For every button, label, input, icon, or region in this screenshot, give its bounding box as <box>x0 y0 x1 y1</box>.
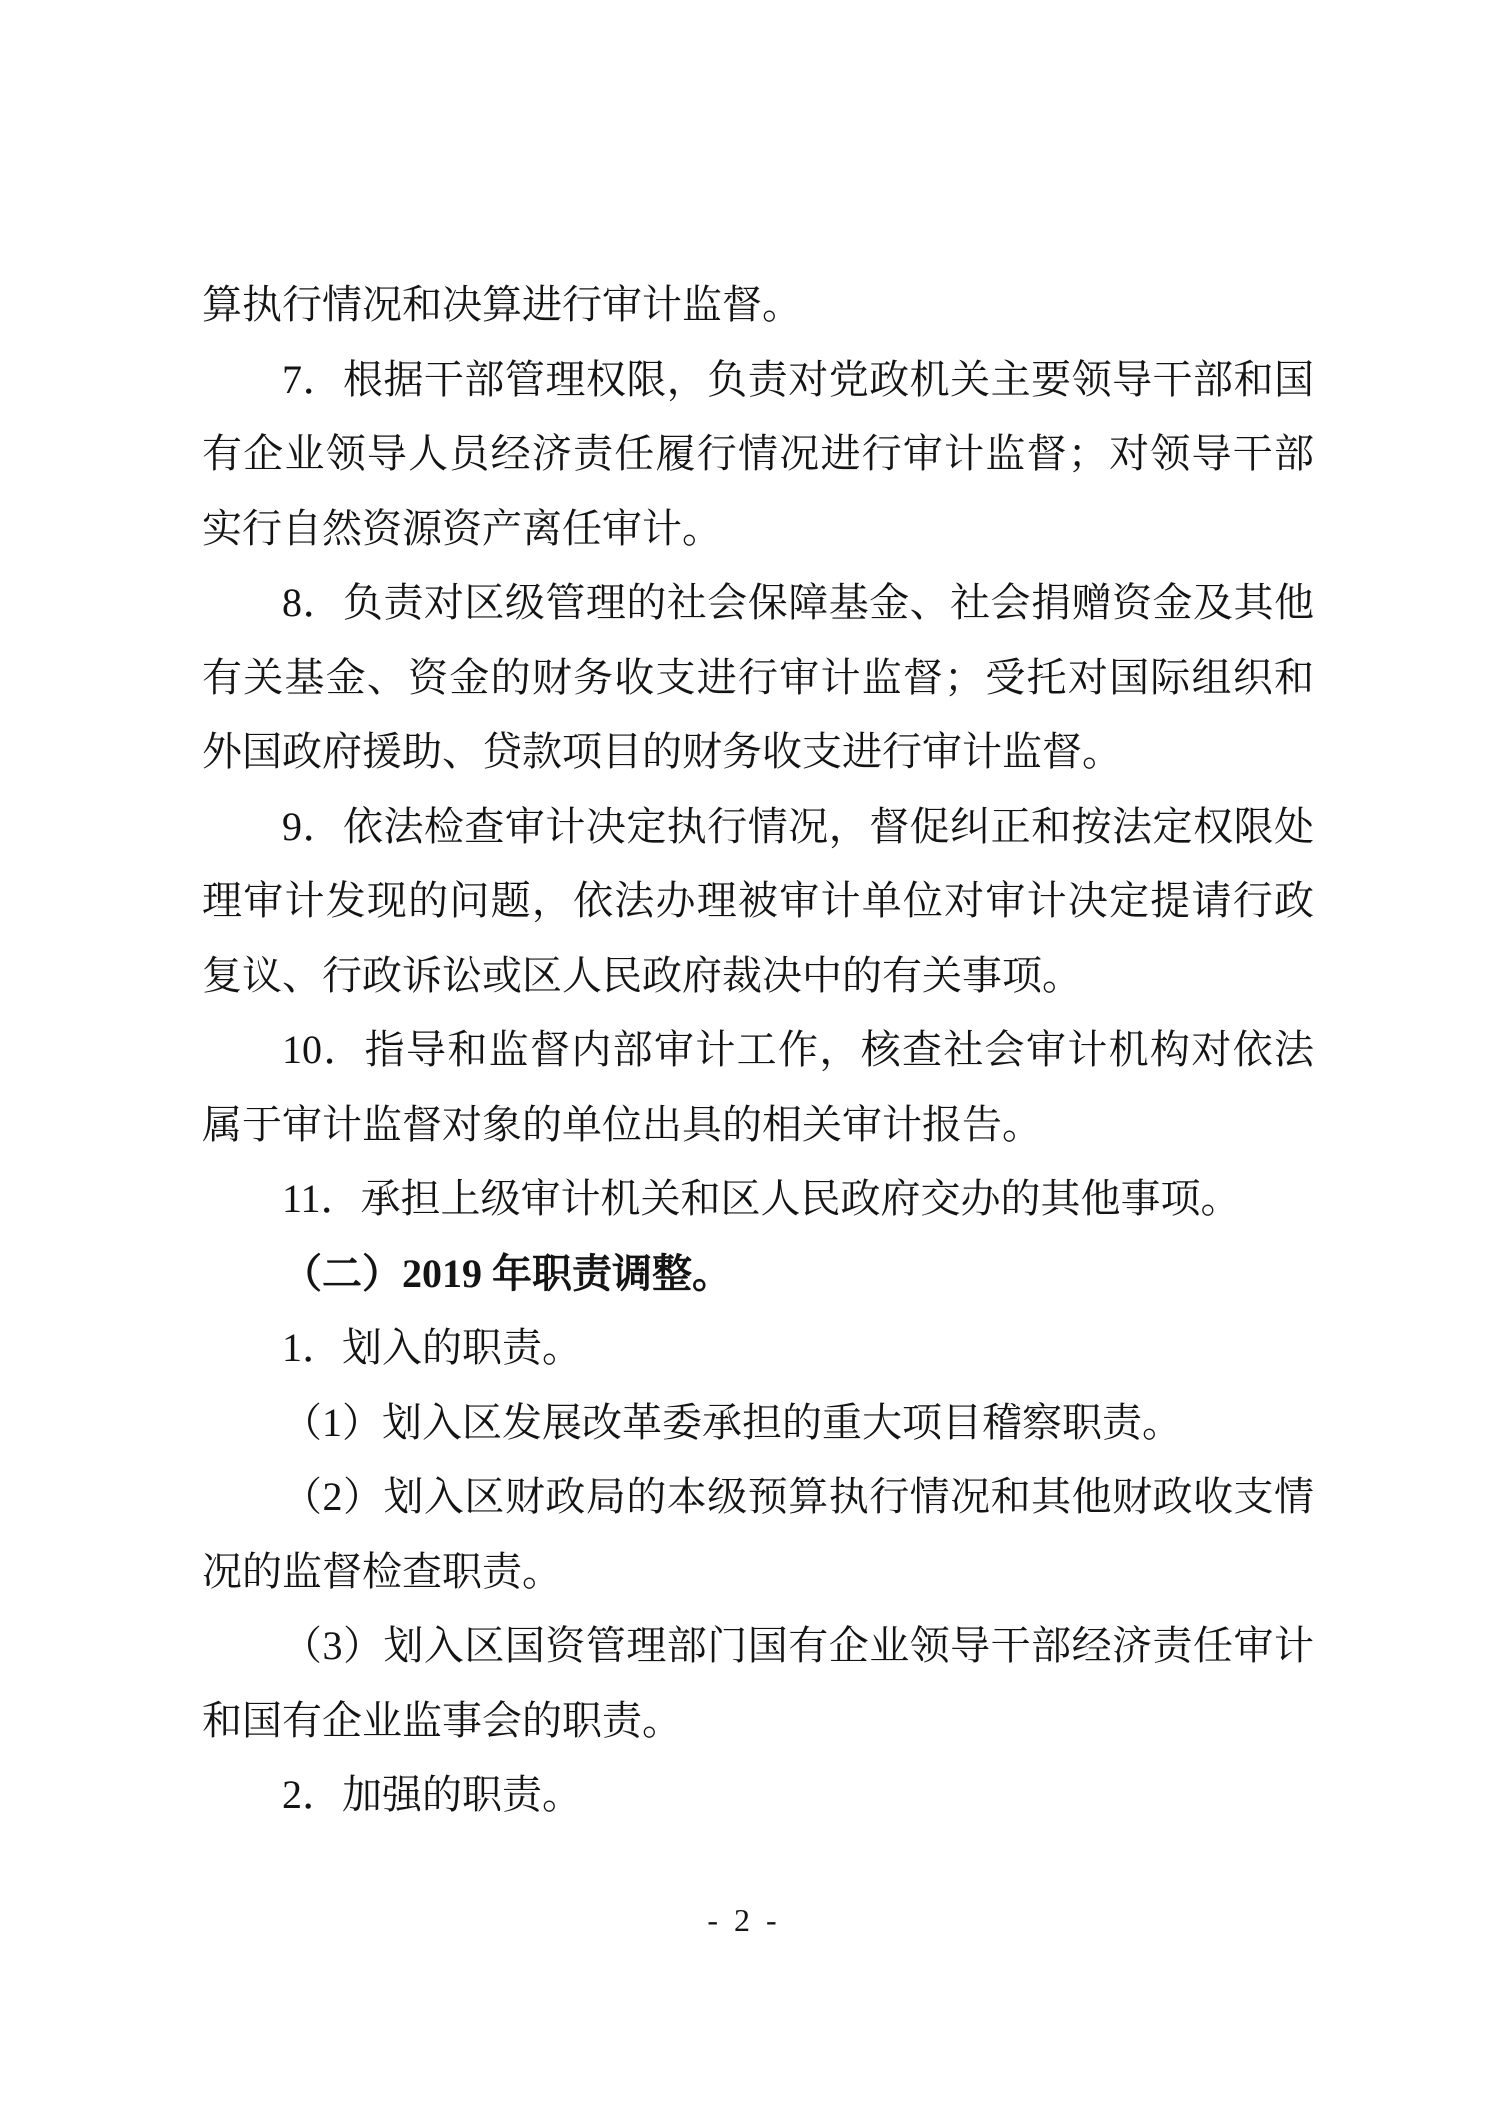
text-line: 理审计发现的问题，依法办理被审计单位对审计决定提请行政 <box>202 878 1314 923</box>
text-line: 实行自然资源资产离任审计。 <box>202 505 722 551</box>
text-line: 属于审计监督对象的单位出具的相关审计报告。 <box>202 1101 1042 1147</box>
text-line: （二）2019 年职责调整。 <box>282 1250 732 1296</box>
document-body <box>202 268 1314 1833</box>
text-line: 1．划入的职责。 <box>282 1325 582 1370</box>
text-line: 和国有企业监事会的职责。 <box>202 1697 682 1743</box>
text-line: 2．加强的职责。 <box>282 1772 582 1817</box>
page-number: - 2 - <box>707 1902 781 1938</box>
text-line: 11．承担上级审计机关和区人民政府交办的其他事项。 <box>282 1176 1241 1221</box>
text-line: 况的监督检查职责。 <box>202 1548 562 1594</box>
text-line: （2）划入区财政局的本级预算执行情况和其他财政收支情 <box>282 1474 1314 1519</box>
text-line: 8．负责对区级管理的社会保障基金、社会捐赠资金及其他 <box>282 580 1314 625</box>
text-line: （3）划入区国资管理部门国有企业领导干部经济责任审计 <box>282 1623 1314 1668</box>
text-line: 算执行情况和决算进行审计监督。 <box>202 282 802 327</box>
text-line: 7．根据干部管理权限，负责对党政机关主要领导干部和国 <box>282 356 1314 402</box>
text-line: 9．依法检查审计决定执行情况，督促纠正和按法定权限处 <box>282 803 1314 849</box>
text-line: 外国政府援助、贷款项目的财务收支进行审计监督。 <box>202 729 1122 774</box>
text-line: 有关基金、资金的财务收支进行审计监督；受托对国际组织和 <box>202 654 1314 700</box>
text-line: 复议、行政诉讼或区人民政府裁决中的有关事项。 <box>202 952 1082 998</box>
text-line: 有企业领导人员经济责任履行情况进行审计监督；对领导干部 <box>202 431 1314 476</box>
text-line: 10．指导和监督内部审计工作，核查社会审计机构对依法 <box>282 1027 1314 1072</box>
text-line: （1）划入区发展改革委承担的重大项目稽察职责。 <box>282 1399 1182 1445</box>
